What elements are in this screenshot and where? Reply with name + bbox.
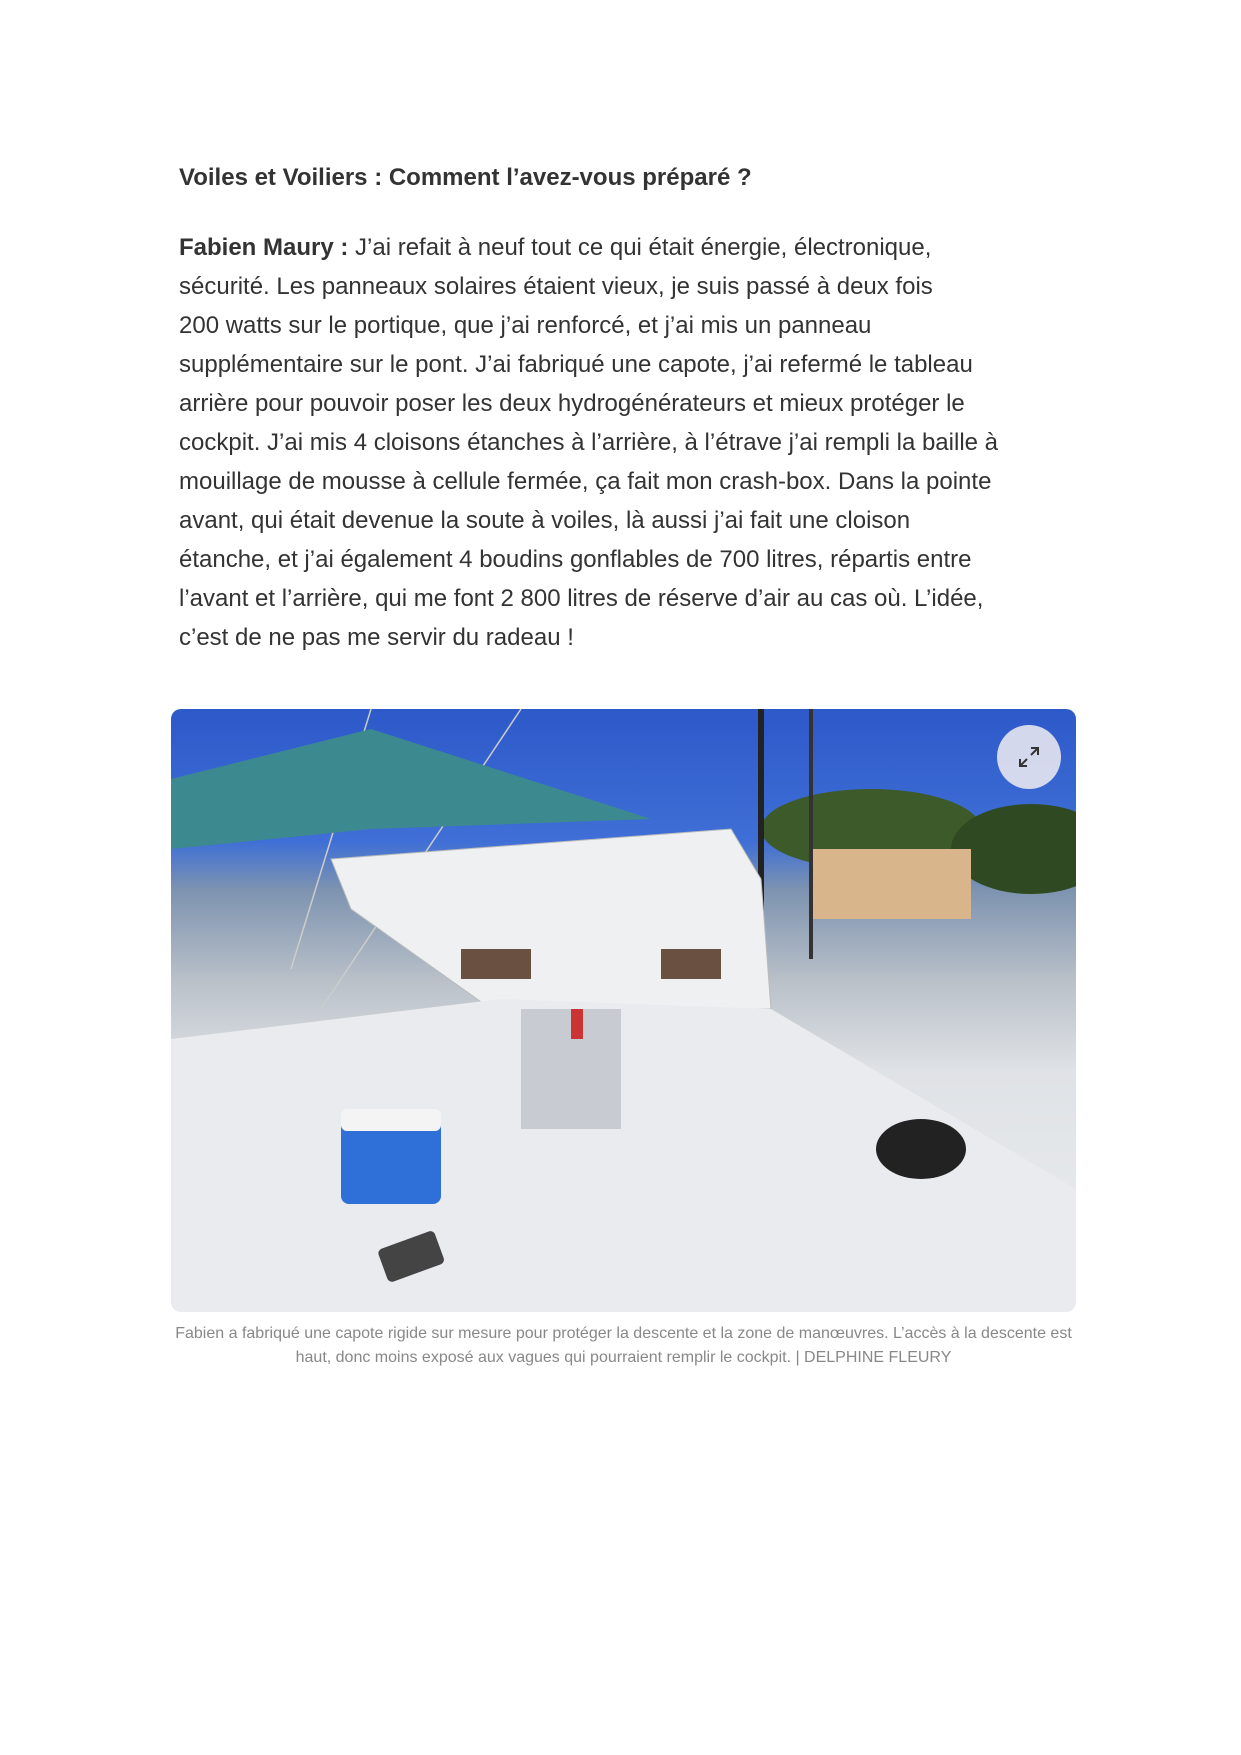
answer-line: avant, qui était devenue la soute à voiles, là aussi j’ai fait une cloison xyxy=(179,507,911,534)
answer-line: J’ai refait à neuf tout ce qui était énergie, électronique, xyxy=(348,234,932,261)
interview-answer xyxy=(179,228,1079,657)
sailboat-cockpit-photo[interactable] xyxy=(171,709,1076,1312)
interview-question: Voiles et Voiliers : Comment l’avez-vous préparé ? xyxy=(179,164,752,191)
answer-line: supplémentaire sur le pont. J’ai fabriqué une capote, j’ai refermé le tableau xyxy=(179,351,973,378)
expand-image-button[interactable] xyxy=(997,725,1061,789)
answer-line: arrière pour pouvoir poser les deux hydrogénérateurs et mieux protéger le xyxy=(179,390,965,417)
expand-arrows-icon xyxy=(1016,744,1042,770)
answer-line: 200 watts sur le portique, que j’ai renforcé, et j’ai mis un panneau xyxy=(179,312,872,339)
speaker-name: Fabien Maury : xyxy=(179,234,349,261)
answer-line: mouillage de mousse à cellule fermée, ça fait mon crash-box. Dans la pointe xyxy=(179,468,992,495)
answer-line: l’avant et l’arrière, qui me font 2 800 litres de réserve d’air au cas où. L’idée, xyxy=(179,585,984,612)
answer-line: cockpit. J’ai mis 4 cloisons étanches à l’arrière, à l’étrave j’ai rempli la baille à xyxy=(179,429,999,456)
answer-line: sécurité. Les panneaux solaires étaient vieux, je suis passé à deux fois xyxy=(179,273,933,300)
photo-illustration xyxy=(171,709,1076,1312)
photo-caption: Fabien a fabriqué une capote rigide sur mesure pour protéger la descente et la zone de manœuvres. L’accès à la descente est haut, donc moins exposé aux vagues qui pourraient remplir le cockpit. | DELPHINE FLEURY xyxy=(175,1325,1072,1366)
answer-line: étanche, et j’ai également 4 boudins gonflables de 700 litres, répartis entre xyxy=(179,546,972,573)
answer-line: c’est de ne pas me servir du radeau ! xyxy=(179,624,574,651)
